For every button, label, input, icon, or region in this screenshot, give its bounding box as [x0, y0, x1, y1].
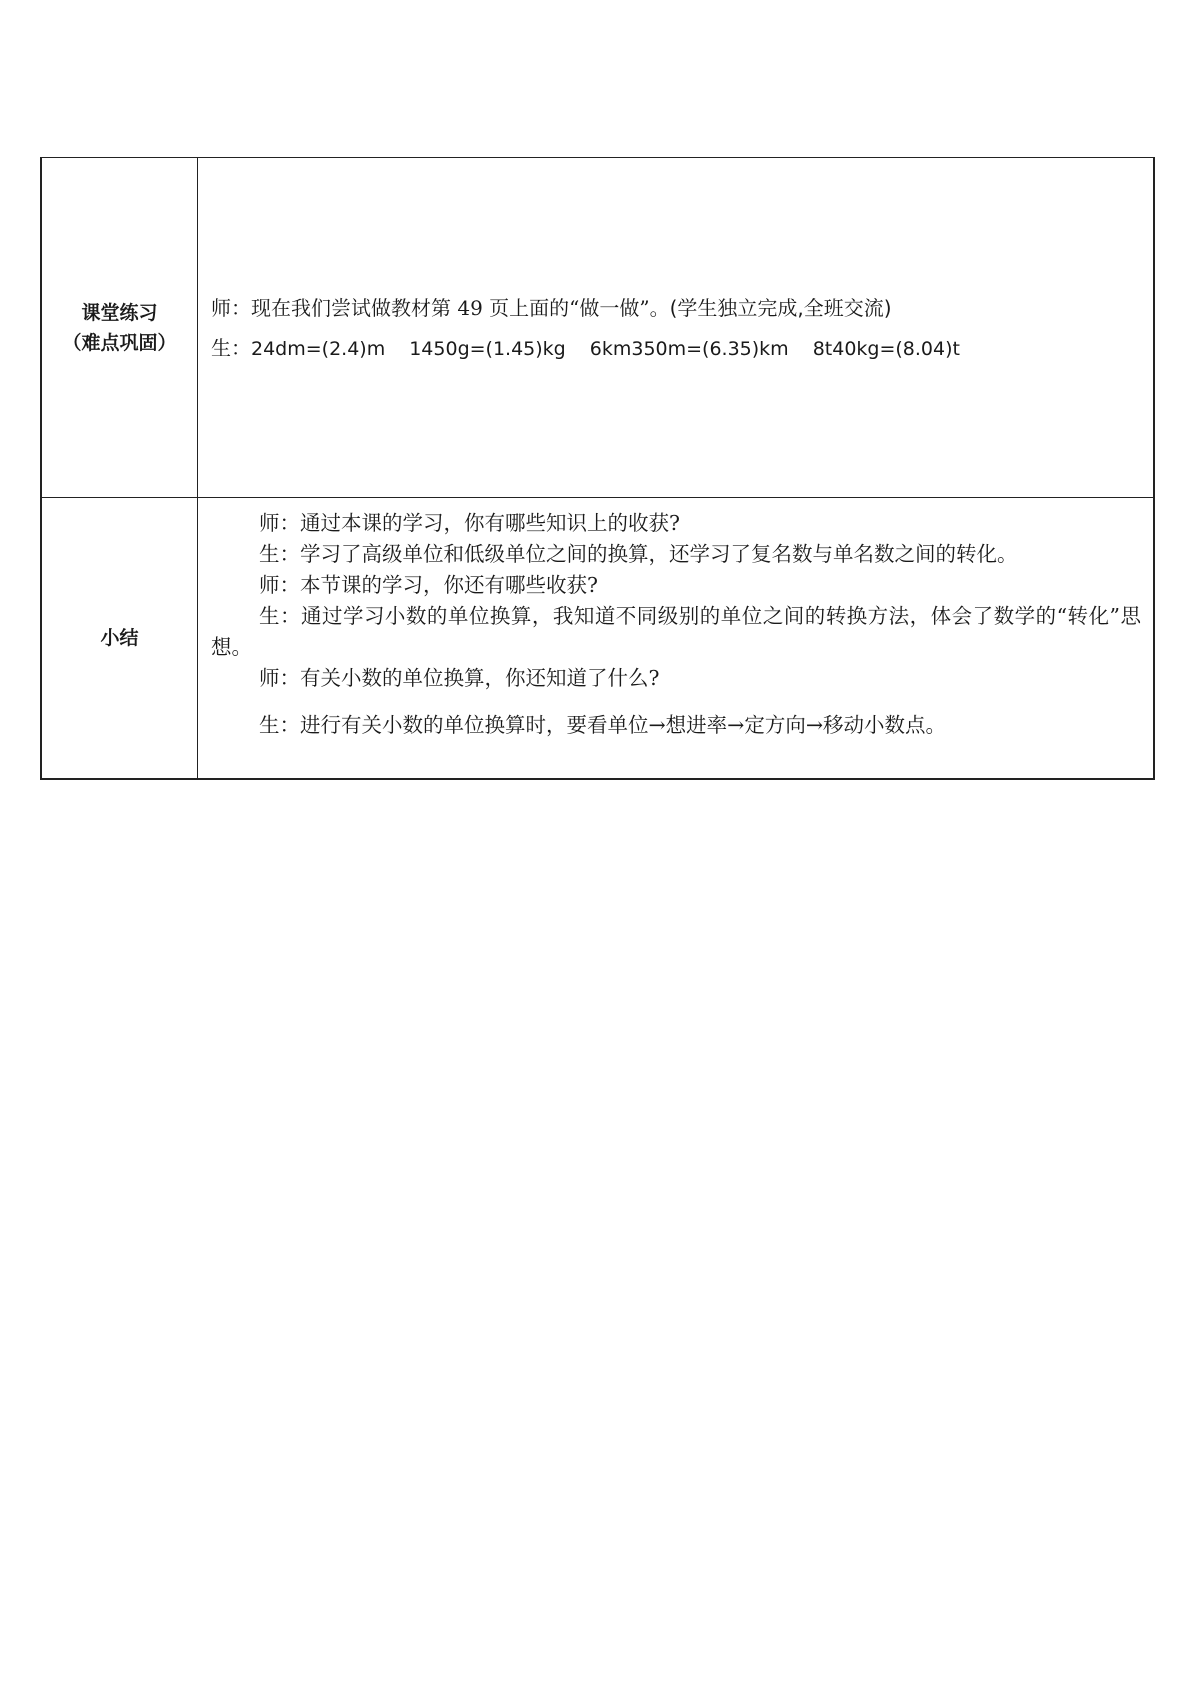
answer-4: 8t40kg=(8.04)t	[812, 337, 960, 360]
summary-label-cell	[41, 498, 198, 779]
lesson-plan-table	[40, 157, 1155, 780]
practice-content-cell	[198, 158, 1155, 498]
summary-row	[41, 498, 1154, 779]
practice-label-cell	[41, 158, 198, 498]
summary-line: 生：通过学习小数的单位换算，我知道不同级别的单位之间的转换方法，体会了数学的“转化”思想。	[211, 604, 1141, 659]
teacher-prompt-text: 师：现在我们尝试做教材第 49 页上面的“做一做”。	[211, 295, 670, 320]
summary-content-cell	[198, 498, 1155, 779]
summary-line: 生：学习了高级单位和低级单位之间的换算，还学习了复名数与单名数之间的转化。	[259, 542, 1018, 566]
summary-line: 师：通过本课的学习，你有哪些知识上的收获?	[259, 511, 680, 535]
answer-3: 6km350m=(6.35)km	[589, 337, 789, 360]
summary-line: 生：进行有关小数的单位换算时，要看单位→想进率→定方向→移动小数点。	[259, 713, 947, 737]
practice-row	[41, 158, 1154, 498]
answer-1: 24dm=(2.4)m	[251, 337, 386, 360]
summary-line: 师：本节课的学习，你还有哪些收获?	[259, 573, 598, 597]
practice-label: 课堂练习	[81, 301, 158, 324]
summary-line: 师：有关小数的单位换算，你还知道了什么?	[259, 666, 660, 690]
student-answers	[211, 328, 1141, 368]
answer-2: 1450g=(1.45)kg	[409, 337, 566, 360]
practice-sublabel: （难点巩固）	[62, 331, 177, 354]
summary-label: 小结	[100, 626, 139, 649]
teacher-prompt	[211, 288, 1141, 328]
teacher-prompt-note: (学生独立完成,全班交流)	[669, 295, 892, 320]
student-prefix: 生：	[211, 335, 251, 360]
